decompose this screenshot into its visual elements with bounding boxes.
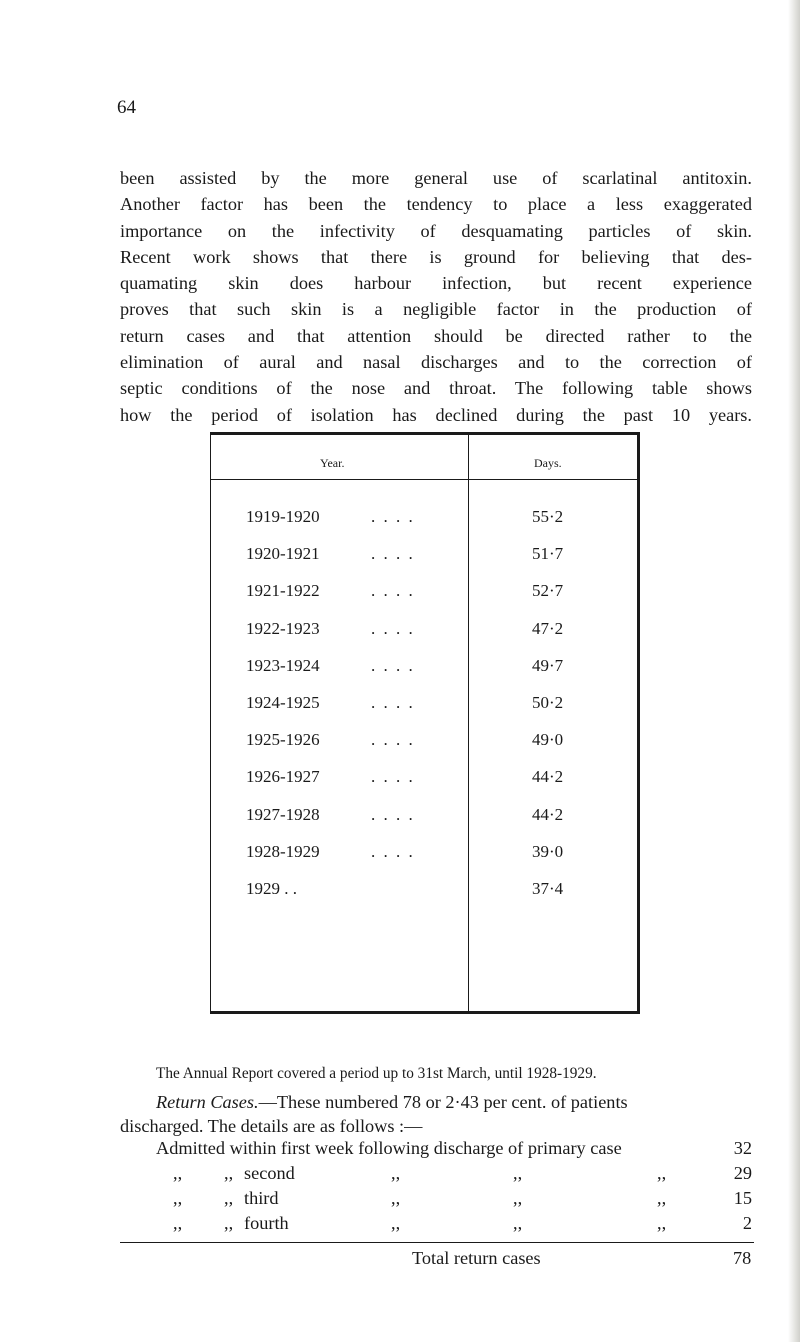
paragraph-line: importance on the infectivity of desquamating particles of skin. xyxy=(120,220,752,241)
admission-row xyxy=(120,1188,752,1213)
paragraph-line: quamating skin does harbour infection, but recent experience xyxy=(120,273,752,294)
row-year: 1921-1922 xyxy=(246,581,320,601)
admission-week: third xyxy=(244,1188,279,1208)
row-year: 1920-1921 xyxy=(246,544,320,564)
paragraph-line: proves that such skin is a negligible factor in the production of xyxy=(120,299,752,320)
ditto-mark: ,, xyxy=(657,1163,667,1183)
table-row xyxy=(210,879,640,913)
ditto-mark: ,, xyxy=(391,1163,401,1183)
table-row xyxy=(210,619,640,653)
admission-count: 2 xyxy=(742,1213,752,1233)
paragraph-line: how the period of isolation has declined during the past 10 years. xyxy=(120,404,752,425)
return-cases-text: —These numbered 78 or 2·43 per cent. of patients xyxy=(258,1092,628,1112)
ditto-mark: ,, xyxy=(173,1163,183,1183)
row-days: 52·7 xyxy=(532,581,564,601)
admission-row xyxy=(120,1138,752,1163)
ditto-mark: ,, xyxy=(657,1188,667,1208)
paragraph-line: septic conditions of the nose and throat. The following table shows xyxy=(120,378,752,399)
admission-count: 32 xyxy=(733,1138,752,1158)
column-header-days: Days. xyxy=(534,456,562,470)
ditto-mark: ,, xyxy=(224,1188,234,1208)
admission-week: fourth xyxy=(244,1213,289,1233)
row-days: 44·2 xyxy=(532,767,564,787)
row-days: 44·2 xyxy=(532,804,564,824)
page-number: 64 xyxy=(117,97,136,118)
row-leader-dots: . . . . xyxy=(371,655,415,675)
admission-week: second xyxy=(244,1163,295,1183)
table-row xyxy=(210,656,640,690)
ditto-mark: ,, xyxy=(173,1188,183,1208)
ditto-mark: ,, xyxy=(391,1213,401,1233)
row-days: 50·2 xyxy=(532,693,564,712)
body-paragraph xyxy=(120,165,752,428)
table-header-rule xyxy=(210,479,640,480)
ditto-mark: ,, xyxy=(391,1188,401,1208)
row-days: 55·2 xyxy=(532,507,564,526)
row-days: 47·2 xyxy=(532,618,564,638)
row-year: 1929 . . xyxy=(246,879,297,898)
ditto-mark: ,, xyxy=(224,1163,234,1183)
page-edge-shadow xyxy=(788,0,800,1342)
admission-count: 29 xyxy=(733,1163,752,1183)
table-row xyxy=(210,544,640,578)
row-year: 1919-1920 xyxy=(246,507,320,526)
row-days: 39·0 xyxy=(532,841,564,861)
table-row xyxy=(210,507,640,541)
return-cases-heading: Return Cases. xyxy=(156,1092,259,1112)
table-row xyxy=(210,805,640,839)
row-leader-dots: . . . . xyxy=(371,730,415,750)
row-year: 1928-1929 xyxy=(246,841,320,861)
report-note: The Annual Report covered a period up to 31st March, until 1928-1929. xyxy=(156,1065,597,1082)
row-year: 1923-1924 xyxy=(246,655,320,675)
paragraph-line: Recent work shows that there is ground for believing that des- xyxy=(120,246,752,267)
paragraph-line: elimination of aural and nasal discharges and to the correction of xyxy=(120,352,752,373)
table-row xyxy=(210,730,640,764)
paragraph-line: been assisted by the more general use of scarlatinal antitoxin. xyxy=(120,168,752,188)
total-rule xyxy=(120,1242,754,1243)
row-leader-dots: . . . . xyxy=(371,767,415,787)
admission-row xyxy=(120,1163,752,1188)
row-leader-dots: . . . . xyxy=(371,507,415,526)
table-row xyxy=(210,693,640,727)
table-top-rule xyxy=(210,432,640,435)
paragraph-line: Another factor has been the tendency to place a less exaggerated xyxy=(120,194,752,215)
ditto-mark: ,, xyxy=(513,1213,523,1233)
total-value: 78 xyxy=(733,1248,752,1268)
table-row xyxy=(210,842,640,876)
ditto-mark: ,, xyxy=(513,1163,523,1183)
ditto-mark: ,, xyxy=(513,1188,523,1208)
row-days: 49·0 xyxy=(532,730,564,750)
ditto-mark: ,, xyxy=(657,1213,667,1233)
admissions-list xyxy=(120,1138,752,1238)
admission-count: 15 xyxy=(733,1188,752,1208)
row-leader-dots: . . . . xyxy=(371,618,415,638)
return-cases-paragraph xyxy=(120,1090,752,1138)
admission-row xyxy=(120,1213,752,1238)
row-leader-dots: . . . . xyxy=(371,841,415,861)
row-leader-dots: . . . . xyxy=(371,693,415,712)
ditto-mark: ,, xyxy=(173,1213,183,1233)
paragraph-line: return cases and that attention should be directed rather to the xyxy=(120,325,752,346)
return-cases-line: discharged. The details are as follows :— xyxy=(120,1116,423,1136)
total-label: Total return cases xyxy=(412,1248,541,1268)
row-leader-dots: . . . . xyxy=(371,544,415,564)
row-year: 1924-1925 xyxy=(246,693,320,712)
row-leader-dots: . . . . xyxy=(371,581,415,601)
row-days: 37·4 xyxy=(532,879,564,898)
row-leader-dots: . . . . xyxy=(371,804,415,824)
row-days: 51·7 xyxy=(532,544,564,564)
ditto-mark: ,, xyxy=(224,1213,234,1233)
row-days: 49·7 xyxy=(532,655,564,675)
row-year: 1925-1926 xyxy=(246,730,320,750)
row-year: 1922-1923 xyxy=(246,618,320,638)
admission-text: Admitted within first week following discharge of primary case xyxy=(156,1138,622,1158)
table-row xyxy=(210,581,640,615)
table-row xyxy=(210,767,640,801)
row-year: 1926-1927 xyxy=(246,767,320,787)
column-header-year: Year. xyxy=(320,456,345,470)
return-cases-line xyxy=(120,1090,752,1114)
isolation-period-table xyxy=(210,432,640,1014)
row-year: 1927-1928 xyxy=(246,804,320,824)
table-bottom-rule xyxy=(210,1011,640,1014)
